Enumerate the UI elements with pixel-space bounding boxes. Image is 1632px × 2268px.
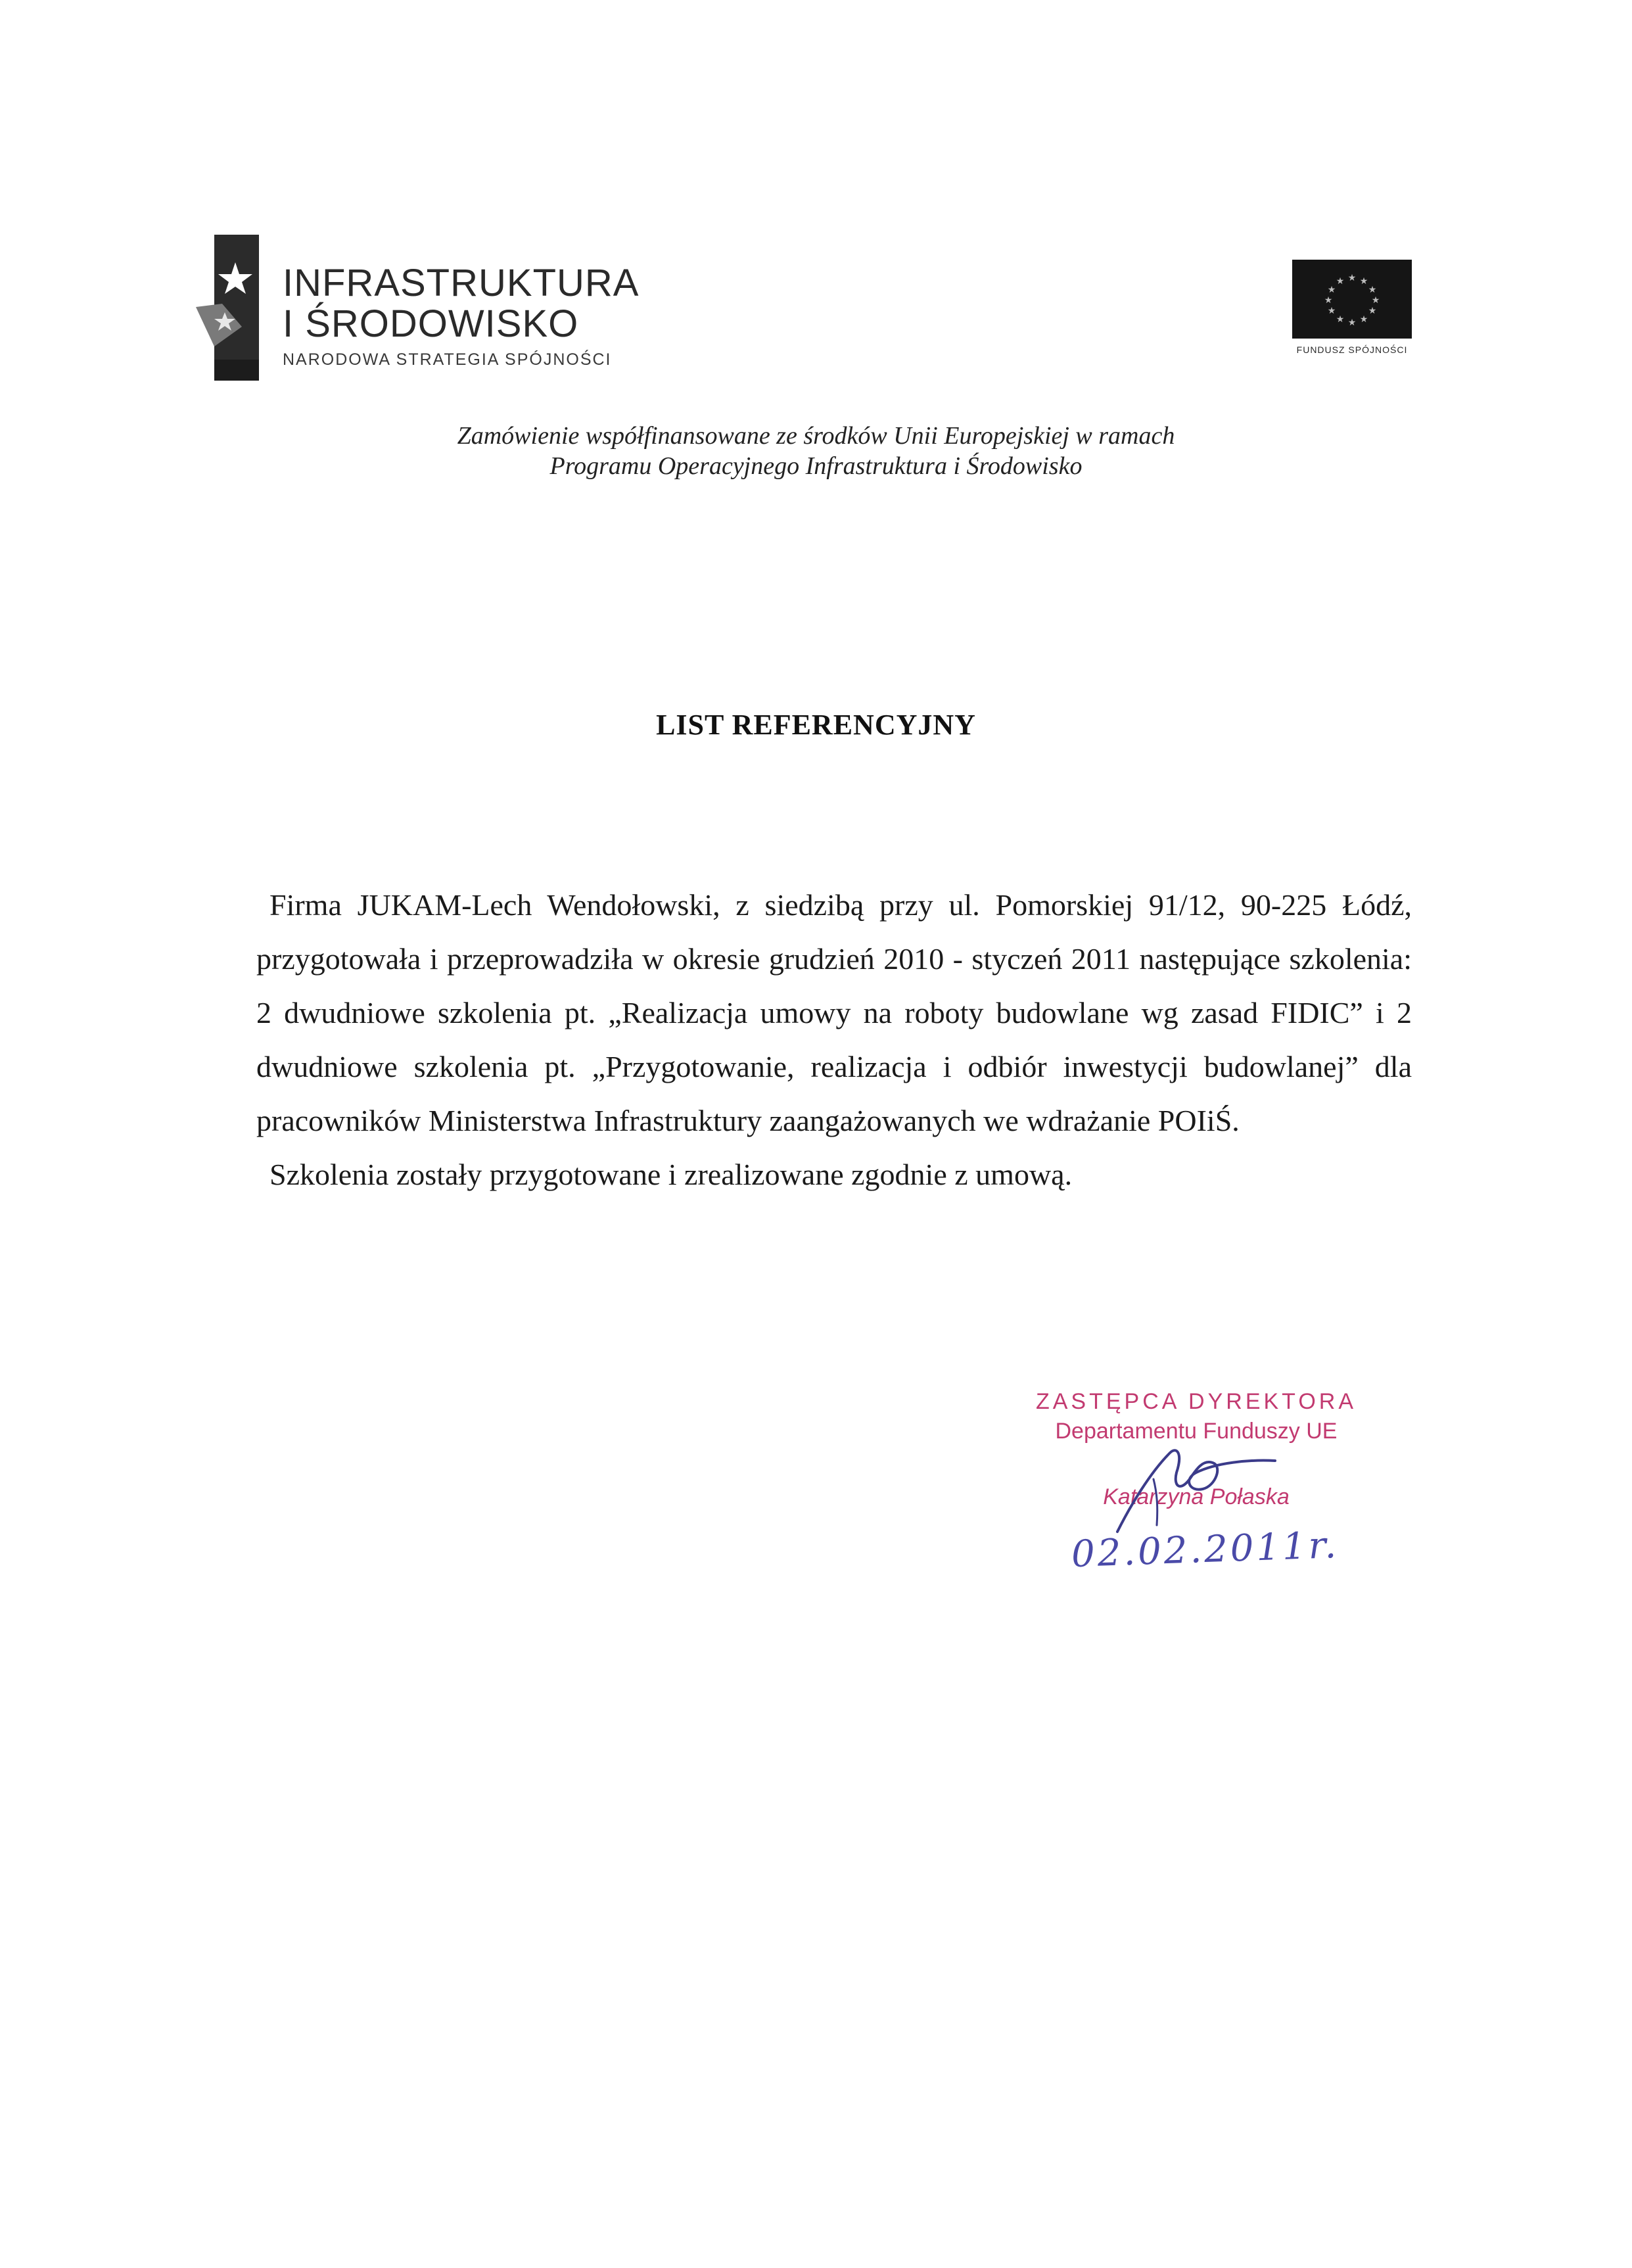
stamp-position: ZASTĘPCA DYREKTORA	[1035, 1389, 1357, 1414]
svg-text:★: ★	[1336, 276, 1345, 287]
svg-text:★: ★	[1336, 314, 1345, 325]
body-paragraph-2: Szkolenia zostały przygotowane i zrealizowane zgodnie z umową.	[269, 1158, 1073, 1191]
svg-text:★: ★	[1324, 295, 1333, 306]
svg-text:★: ★	[1327, 306, 1336, 316]
cofinancing-line-2: Programu Operacyjnego Infrastruktura i Środowisko	[549, 452, 1083, 480]
handwritten-date: 02.02.2011r.	[1070, 1523, 1340, 1576]
stamp-name: Katarzyna Połaska	[1103, 1484, 1290, 1509]
cofinancing-notice	[197, 421, 1435, 481]
svg-text:★: ★	[1327, 285, 1336, 295]
svg-text:★: ★	[1347, 318, 1357, 328]
eu-fund-caption: FUNDUSZ SPÓJNOŚCI	[1296, 344, 1408, 355]
svg-text:★: ★	[1359, 314, 1368, 325]
svg-text:★: ★	[1359, 276, 1368, 287]
body-paragraph-1: Firma JUKAM-Lech Wendołowski, z siedzibą przy ul. Pomorskiej 91/12, 90-225 Łódź, przygotowała i przeprowadziła w okresie grudzień 2010 - styczeń 2011 następujące szkolenia: 2 dwudniowe szkolenia pt. „Realizacja umowy na roboty budowlane wg zasad FIDIC” i 2 dwudniowe szkolenia pt. „Przygotowanie, realizacja i odbiór inwestycji budowlanej” dla pracowników Ministerstwa Infrastruktury zaangażowanych we wdrażanie POIiŚ.	[256, 888, 1412, 1137]
svg-text:★: ★	[1368, 306, 1377, 316]
infrastruktura-logo-icon	[196, 235, 259, 381]
logo-subtitle: I ŚRODOWISKO	[283, 302, 579, 345]
cofinancing-line-1: Zamówienie współfinansowane ze środków Unii Europejskiej w ramach	[457, 422, 1175, 450]
svg-text:★: ★	[1347, 273, 1357, 283]
eu-flag-icon	[1292, 260, 1412, 339]
handwritten-signature	[1091, 1433, 1288, 1538]
svg-text:★: ★	[1368, 285, 1377, 295]
svg-text:★: ★	[1371, 295, 1380, 306]
document-title: LIST REFERENCYJNY	[656, 709, 976, 741]
logo-text	[283, 263, 639, 371]
stamp-department: Departamentu Funduszy UE	[1055, 1419, 1338, 1444]
letter-body	[256, 878, 1412, 1202]
logo-tagline: NARODOWA STRATEGIA SPÓJNOŚCI	[283, 350, 612, 369]
logo-title: INFRASTRUKTURA	[283, 262, 640, 304]
